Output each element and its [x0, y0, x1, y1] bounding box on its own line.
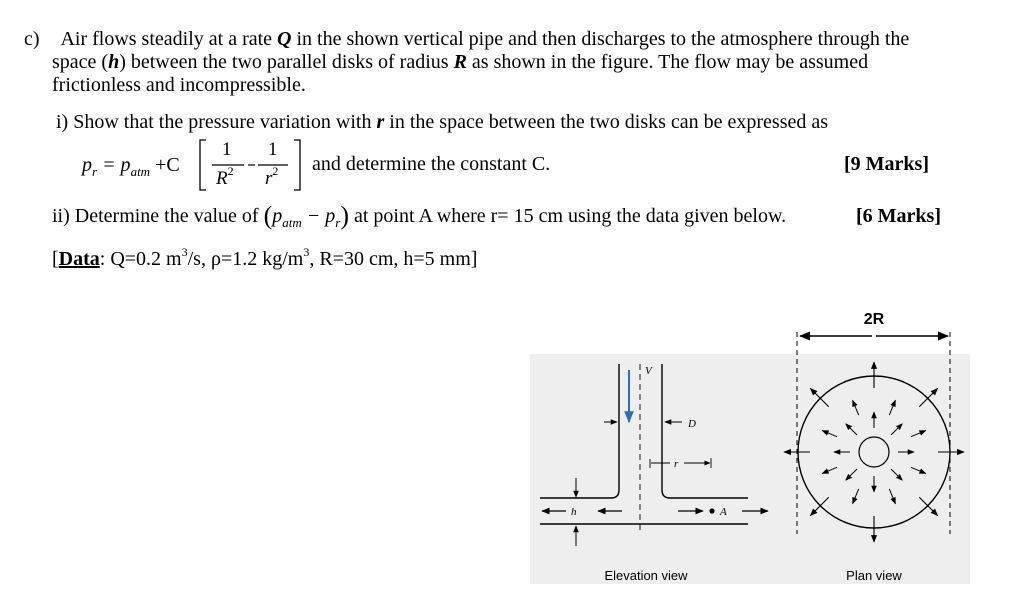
question-label: c): [24, 28, 40, 50]
symbol-Q: Q: [277, 28, 292, 50]
eq-bracket-fractions: [198, 136, 302, 194]
eq-equals-p: = p: [102, 154, 131, 176]
part-ii-label: ii): [52, 205, 70, 227]
data-sup: 3: [303, 245, 310, 259]
label-D: D: [688, 418, 696, 430]
data-label: Data: [58, 248, 100, 270]
question-line-1: [24, 27, 909, 51]
eq-p: p: [82, 154, 92, 176]
part-ii-marks: [6 Marks]: [856, 205, 941, 227]
part-ii-line: ii) Determine the value of $(p_{atm} - p_r)$ at point A where r= 15 cm using the data given below.: [52, 201, 787, 230]
question-line-2: [52, 50, 868, 74]
label-r: r: [674, 458, 679, 470]
part-i-after-eq: and determine the constant C.: [312, 153, 551, 175]
frac2-den-r: r: [265, 168, 273, 189]
frac1-den-R: R: [216, 168, 228, 189]
part-ii-text: Determine the value of: [74, 205, 259, 227]
data-Q: : Q=0.2 m: [99, 248, 182, 270]
part-i-text: in the space between the two disks can be expressed as: [389, 111, 829, 133]
symbol-r: r: [376, 111, 385, 133]
eq-plus-C: +C: [155, 154, 180, 176]
data-rest: , R=30 cm, h=5 mm]: [309, 248, 478, 270]
figure-panel: [530, 354, 970, 584]
question-text: in the shown vertical pipe and then discharges to the atmosphere through the: [296, 28, 910, 50]
part-i-text: Show that the pressure variation with: [73, 111, 372, 133]
expr-minus-p: − p: [306, 205, 336, 227]
question-text: as shown in the figure. The flow may be assumed: [471, 51, 869, 73]
expr-p: p: [272, 205, 283, 227]
part-i-label: i): [56, 111, 69, 133]
data-rho: /s, ρ=1.2 kg/m: [187, 248, 304, 270]
data-sup: 3: [181, 245, 188, 259]
frac1-den: $R^2$: [216, 164, 234, 189]
elevation-caption: Elevation view: [604, 568, 688, 583]
question-text: ) between the two parallel disks of radius: [119, 51, 449, 73]
part-ii-text: at point A where r= 15 cm using the data given below.: [354, 205, 787, 227]
label-V: V: [645, 365, 652, 377]
part-i-marks: [9 Marks]: [844, 153, 929, 175]
expr-sub-atm: atm: [282, 215, 302, 230]
label-A: A: [720, 506, 727, 518]
label-2R: 2R: [863, 311, 885, 328]
frac2-num: 1: [268, 139, 278, 160]
frac1-num: 1: [222, 139, 232, 160]
question-text: Air flows steadily at a rate: [60, 28, 273, 50]
label-h: h: [571, 506, 577, 518]
eq-sub-r: r: [92, 164, 98, 179]
frac2-den: $r^2$: [265, 164, 279, 189]
question-line-3: [52, 73, 306, 97]
symbol-h: h: [108, 51, 120, 73]
point-A-marker: [709, 508, 714, 513]
question-text: space (: [52, 51, 109, 73]
plan-caption: Plan view: [846, 568, 902, 583]
pipe-disk-figure: [520, 292, 980, 592]
part-i-line: [56, 110, 828, 134]
expr-sub-r: r: [335, 215, 341, 230]
pressure-equation: [82, 136, 302, 194]
symbol-R: R: [453, 51, 467, 73]
data-bracket: [: [52, 248, 59, 270]
eq-sub-atm: atm: [130, 164, 151, 179]
data-line: [52, 247, 477, 271]
question-text: frictionless and incompressible.: [52, 74, 306, 96]
